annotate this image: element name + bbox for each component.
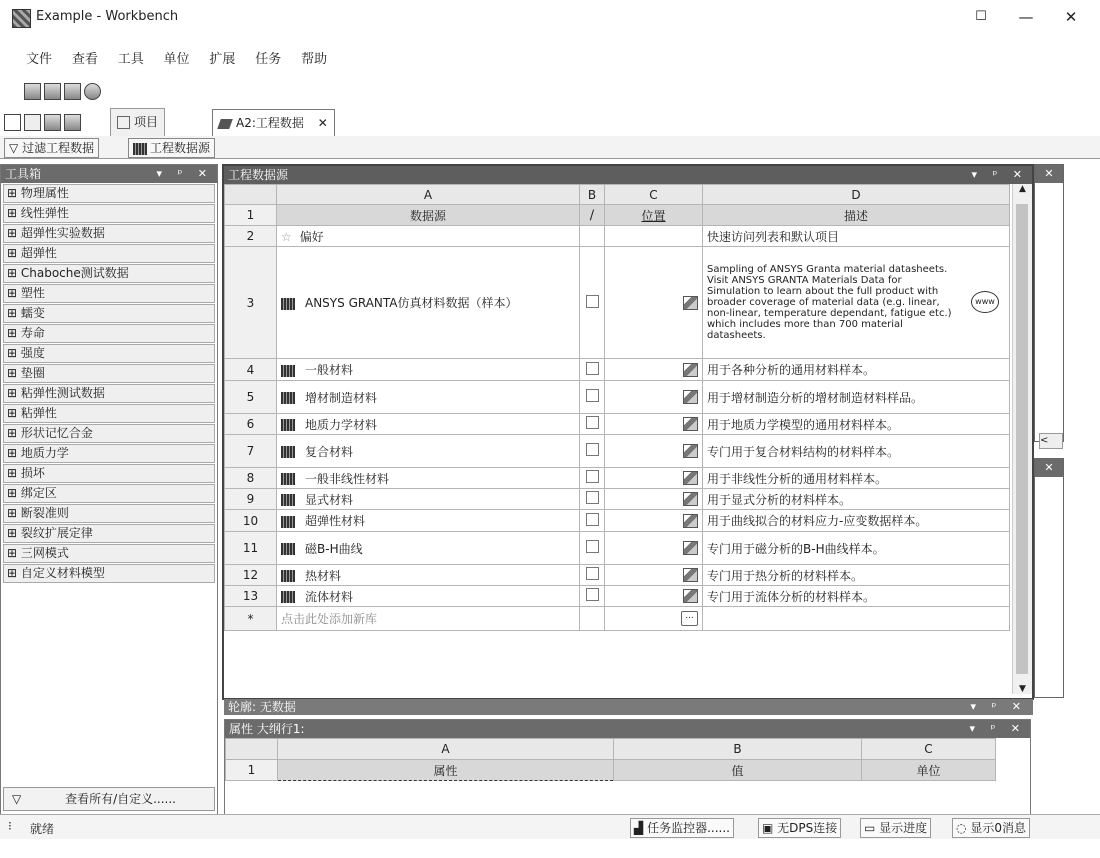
corner-cell — [226, 739, 278, 760]
location-cell — [605, 489, 703, 510]
empty-cell — [580, 607, 605, 631]
library-name-cell[interactable] — [277, 359, 580, 381]
table-row[interactable] — [225, 532, 1010, 565]
library-checkbox[interactable] — [586, 362, 599, 375]
location-icon[interactable] — [683, 471, 698, 485]
library-icon — [281, 591, 295, 603]
computer-icon: ▣ — [762, 821, 774, 835]
menu-tools[interactable]: 工具 — [117, 52, 144, 67]
toolbox-item-label: 塑性 — [20, 286, 45, 300]
properties-table — [225, 738, 996, 781]
toolbox-item[interactable] — [3, 204, 215, 223]
table-row[interactable] — [225, 435, 1010, 468]
grid-title: 工程数据源 — [228, 168, 289, 182]
outline-title: 轮廓: 无数据 — [228, 700, 296, 714]
toolbox-item[interactable] — [3, 224, 215, 243]
row-num: 12 — [225, 565, 277, 586]
filter-engineering-data-button[interactable] — [4, 138, 99, 158]
row-num: 5 — [225, 381, 277, 414]
toolbox-panel — [0, 164, 218, 816]
grid-controls[interactable]: ▾ ᵖ ✕ — [971, 168, 1028, 181]
checkbox-cell — [580, 381, 605, 414]
row-num: 9 — [225, 489, 277, 510]
library-icon — [281, 392, 295, 404]
row-num: 7 — [225, 435, 277, 468]
library-checkbox[interactable] — [586, 470, 599, 483]
table-row[interactable] — [225, 381, 1010, 414]
menu-extensions[interactable]: 扩展 — [209, 52, 236, 67]
library-checkbox[interactable] — [586, 491, 599, 504]
grid-header — [224, 166, 1032, 184]
add-library-cell[interactable]: 点击此处添加新库 — [277, 607, 580, 631]
location-cell — [605, 435, 703, 468]
prop-header-unit: 单位 — [862, 760, 996, 781]
expand-icon[interactable]: ⊞ — [7, 246, 21, 260]
col-b-letter: B — [580, 185, 605, 205]
expand-icon[interactable]: ⊞ — [7, 186, 21, 200]
location-cell — [605, 586, 703, 607]
progress-label: 显示进度 — [879, 821, 928, 835]
expand-icon[interactable]: ⊞ — [7, 206, 21, 220]
tab-engineering-label: A2:工程数据 — [236, 116, 304, 130]
menu-help[interactable]: 帮助 — [301, 52, 328, 67]
granta-label: ANSYS GRANTA仿真材料数据（样本） — [305, 296, 518, 310]
menu-units[interactable]: 单位 — [163, 52, 190, 67]
library-icon — [281, 298, 295, 310]
right-pane-close[interactable]: ✕ — [1035, 165, 1063, 183]
sub-toolbar — [0, 136, 1100, 159]
toolbox-item-label: 物理属性 — [20, 186, 69, 200]
expand-icon[interactable]: ⊞ — [7, 506, 21, 520]
checkbox-cell — [580, 468, 605, 489]
toolbox-item[interactable] — [3, 504, 215, 523]
save-as-icon[interactable] — [64, 83, 81, 100]
location-icon[interactable] — [683, 492, 698, 506]
library-name: 复合材料 — [305, 444, 354, 459]
prop-col-a: A — [278, 739, 614, 760]
properties-panel — [224, 719, 1031, 816]
library-icon — [133, 143, 147, 155]
tab-project-label: 项目 — [134, 115, 159, 129]
table-row[interactable] — [225, 468, 1010, 489]
toolbox-item[interactable] — [3, 304, 215, 323]
library-checkbox[interactable] — [586, 588, 599, 601]
menu-jobs[interactable]: 任务 — [255, 52, 282, 67]
library-icon — [281, 473, 295, 485]
toolbox-item[interactable] — [3, 424, 215, 443]
save-icon[interactable] — [44, 83, 61, 100]
library-icon — [281, 365, 295, 377]
library-checkbox[interactable] — [586, 540, 599, 553]
toolbox-list — [1, 184, 217, 583]
library-icon — [281, 494, 295, 506]
toolbox-title: 工具箱 — [5, 167, 42, 181]
scroll-thumb[interactable] — [1016, 204, 1028, 674]
corner-cell — [225, 185, 277, 205]
location-icon[interactable] — [683, 363, 698, 377]
row-num: 6 — [225, 414, 277, 435]
maximize-button[interactable]: ☐ — [975, 9, 987, 24]
toolbox-item[interactable] — [3, 324, 215, 343]
scroll-down-icon[interactable]: ▼ — [1019, 684, 1026, 694]
refresh-icon[interactable] — [64, 114, 81, 131]
expand-icon[interactable]: ⊞ — [7, 406, 21, 420]
toolbox-item-label: 三网模式 — [20, 546, 69, 560]
tab-strip — [0, 108, 1100, 137]
tab-close-icon[interactable]: ✕ — [317, 116, 328, 130]
row-num: 1 — [226, 760, 278, 781]
granta-description-cell — [703, 247, 1010, 359]
toolbox-item-label: 蠕变 — [20, 306, 45, 320]
dps-label: 无DPS连接 — [777, 821, 838, 835]
toolbox-item[interactable] — [3, 544, 215, 563]
favorites-label: 偏好 — [299, 229, 324, 244]
library-name: 热材料 — [305, 568, 342, 583]
www-icon[interactable]: www — [971, 291, 999, 313]
library-description: 用于显式分析的材料样本。 — [703, 489, 1010, 510]
library-checkbox[interactable] — [586, 416, 599, 429]
view-all-label: 查看所有/自定义...... — [65, 792, 176, 806]
library-icon — [281, 446, 295, 458]
library-description: 专门用于流体分析的材料样本。 — [703, 586, 1010, 607]
right-pane-top — [1034, 164, 1064, 446]
location-cell — [605, 468, 703, 489]
menu-file[interactable]: 文件 — [26, 52, 53, 67]
library-name-cell[interactable] — [277, 435, 580, 468]
outline-controls[interactable]: ▾ ᵖ ✕ — [970, 700, 1027, 713]
source-label: 工程数据源 — [150, 141, 211, 155]
toolbox-item[interactable] — [3, 484, 215, 503]
properties-header — [225, 720, 1030, 738]
toolbox-controls[interactable]: ▾ ᵖ ✕ — [156, 167, 213, 180]
connect-icon[interactable] — [24, 83, 41, 100]
library-name-cell[interactable] — [277, 489, 580, 510]
filter-icon: ▽ — [9, 141, 19, 155]
toolbox-item-label: 粘弹性测试数据 — [20, 386, 105, 400]
engineering-data-sources-panel — [222, 164, 1034, 700]
checkbox-cell — [580, 586, 605, 607]
location-cell — [605, 532, 703, 565]
row-num: 10 — [225, 510, 277, 532]
show-progress-button[interactable] — [860, 818, 931, 838]
filter-icon: ▽ — [12, 792, 22, 806]
location-icon[interactable] — [683, 296, 698, 310]
library-name-cell[interactable] — [277, 510, 580, 532]
favorites-description: 快速访问列表和默认项目 — [703, 226, 1010, 247]
library-description: 专门用于热分析的材料样本。 — [703, 565, 1010, 586]
granta-cell[interactable] — [277, 247, 580, 359]
library-description: 用于非线性分析的通用材料样本。 — [703, 468, 1010, 489]
prop-col-b: B — [614, 739, 862, 760]
row-num: 4 — [225, 359, 277, 381]
library-description: 专门用于磁分析的B-H曲线样本。 — [703, 532, 1010, 565]
library-name: 显式材料 — [305, 492, 354, 507]
scroll-left-icon[interactable]: < — [1039, 433, 1063, 449]
col-d-letter: D — [703, 185, 1010, 205]
toolbox-item-label: 粘弹性 — [20, 406, 57, 420]
library-name: 流体材料 — [305, 589, 354, 604]
monitor-icon: ▟ — [634, 821, 644, 835]
right-pane-bottom — [1034, 458, 1064, 698]
menu-view[interactable]: 查看 — [71, 52, 98, 67]
expand-icon[interactable]: ⊞ — [7, 426, 21, 440]
toolbox-item[interactable] — [3, 384, 215, 403]
location-cell — [605, 565, 703, 586]
toolbox-item-label: 裂纹扩展定律 — [20, 526, 93, 540]
toolbox-item[interactable] — [3, 444, 215, 463]
toolbox-item-label: 地质力学 — [20, 446, 69, 460]
grid-scrollbar[interactable] — [1012, 184, 1032, 694]
toolbox-item-label: 损坏 — [20, 466, 45, 480]
expand-icon[interactable]: ⊞ — [7, 486, 21, 500]
row-num: 3 — [225, 247, 277, 359]
toolbox-item-label: 寿命 — [20, 326, 45, 340]
toolbox-item-label: 超弹性实验数据 — [20, 226, 105, 240]
library-icon — [281, 543, 295, 555]
prop-header-value: 值 — [614, 760, 862, 781]
window-title: Example - Workbench — [36, 9, 179, 24]
view-all-customize-button[interactable] — [3, 787, 215, 811]
toolbox-item-label: 形状记忆合金 — [20, 426, 93, 440]
library-icon — [281, 419, 295, 431]
toolbox-item[interactable] — [3, 184, 215, 203]
location-icon[interactable] — [683, 589, 698, 603]
checkbox-cell — [580, 532, 605, 565]
row-num: 11 — [225, 532, 277, 565]
data-sources-table — [224, 184, 1010, 631]
table-row[interactable] — [225, 489, 1010, 510]
checkbox-cell — [580, 435, 605, 468]
location-cell — [605, 510, 703, 532]
library-description: 用于各种分析的通用材料样本。 — [703, 359, 1010, 381]
expand-icon[interactable]: ⊞ — [7, 346, 21, 360]
job-monitor-label: 任务监控器...... — [647, 821, 730, 835]
toolbox-item[interactable] — [3, 364, 215, 383]
granta-description: Sampling of ANSYS Granta material datasheets. Visit ANSYS GRANTA Materials Data for Simulation to learn about the full product with broader coverage of material data (e.g. linear, non-linear, temperature dependant, fatigue etc.) which includes more than 700 material datasheets. — [707, 264, 952, 341]
minimize-button[interactable]: — — [1018, 8, 1034, 26]
library-name-cell[interactable] — [277, 532, 580, 565]
status-text: 就绪 — [30, 822, 55, 836]
header-data-source: 数据源 — [277, 205, 580, 226]
checkbox-cell — [580, 565, 605, 586]
expand-icon[interactable]: ⊞ — [7, 286, 21, 300]
checkbox-cell — [580, 359, 605, 381]
toolbox-item[interactable] — [3, 244, 215, 263]
col-a-letter: A — [277, 185, 580, 205]
table-row[interactable] — [225, 414, 1010, 435]
new-icon[interactable] — [4, 114, 21, 131]
show-messages-button[interactable] — [952, 818, 1030, 838]
favorites-cell[interactable] — [277, 226, 580, 247]
library-name-cell[interactable] — [277, 468, 580, 489]
location-icon[interactable] — [683, 568, 698, 582]
messages-label: 显示0消息 — [970, 821, 1026, 835]
library-name: 一般材料 — [305, 363, 354, 377]
library-description: 用于曲线拟合的材料应力-应变数据样本。 — [703, 510, 1010, 532]
save-project-icon[interactable] — [44, 114, 61, 131]
library-name-cell[interactable] — [277, 381, 580, 414]
open-icon[interactable] — [24, 114, 41, 131]
toolbox-header — [1, 165, 217, 183]
location-icon[interactable] — [683, 444, 698, 458]
toolbar-main — [0, 80, 200, 102]
filter-label: 过滤工程数据 — [22, 141, 95, 155]
library-description: 用于增材制造分析的增材制造材料样品。 — [703, 381, 1010, 414]
menu-bar — [18, 48, 335, 72]
library-name: 超弹性材料 — [305, 514, 366, 528]
toolbox-item-label: 超弹性 — [20, 246, 57, 260]
library-icon — [281, 570, 295, 582]
row-num: 1 — [225, 205, 277, 226]
library-icon — [281, 516, 295, 528]
library-checkbox[interactable] — [586, 443, 599, 456]
status-bar — [0, 814, 1100, 839]
checkbox-cell — [580, 247, 605, 359]
expand-icon[interactable]: ⊞ — [7, 226, 21, 240]
engineering-data-sources-button[interactable] — [128, 138, 215, 158]
toolbox-item-label: 垫圈 — [20, 366, 45, 380]
toolbox-item[interactable] — [3, 284, 215, 303]
expand-icon[interactable]: ⊞ — [7, 386, 21, 400]
expand-icon[interactable]: ⊞ — [7, 526, 21, 540]
checkbox-cell — [580, 414, 605, 435]
checkbox-cell — [580, 489, 605, 510]
toolbox-item-label: 断裂准则 — [20, 506, 69, 520]
header-location[interactable]: 位置 — [605, 205, 703, 226]
expand-icon[interactable]: ⊞ — [7, 566, 21, 580]
toolbox-item[interactable] — [3, 564, 215, 583]
progress-icon: ▭ — [864, 821, 876, 835]
engineering-data-icon — [217, 119, 233, 129]
close-window-button[interactable]: ✕ — [1064, 8, 1078, 26]
library-name-cell[interactable] — [277, 565, 580, 586]
row-num: 13 — [225, 586, 277, 607]
location-cell — [605, 381, 703, 414]
toolbox-item[interactable] — [3, 524, 215, 543]
expand-icon[interactable]: ⊞ — [7, 466, 21, 480]
browse-button[interactable]: ... — [681, 611, 698, 626]
table-row[interactable] — [225, 359, 1010, 381]
dps-connection-button[interactable] — [758, 818, 841, 838]
project-icon — [117, 116, 130, 129]
library-checkbox[interactable] — [586, 389, 599, 402]
toolbox-item-label: 绑定区 — [20, 486, 57, 500]
col-c-letter: C — [605, 185, 703, 205]
library-name: 磁B-H曲线 — [305, 541, 363, 556]
workbench-app-icon — [12, 9, 31, 28]
header-description: 描述 — [703, 205, 1010, 226]
web-icon[interactable] — [84, 83, 101, 100]
status-indicator-icon: ⁝ — [8, 819, 12, 833]
prop-col-c: C — [862, 739, 996, 760]
expand-icon[interactable]: ⊞ — [7, 546, 21, 560]
prop-header-property[interactable]: 属性 — [278, 760, 614, 781]
location-cell — [605, 247, 703, 359]
table-row[interactable] — [225, 565, 1010, 586]
row-num: 8 — [225, 468, 277, 489]
row-num: 2 — [225, 226, 277, 247]
checkbox-cell — [580, 510, 605, 532]
toolbox-item[interactable] — [3, 464, 215, 483]
scroll-up-icon[interactable]: ▲ — [1019, 184, 1026, 194]
library-name-cell[interactable] — [277, 586, 580, 607]
location-icon[interactable] — [683, 417, 698, 431]
toolbox-item-label: 强度 — [20, 346, 45, 360]
table-row[interactable] — [225, 510, 1010, 532]
properties-title: 属性 大纲行1: — [229, 722, 305, 736]
toolbox-item[interactable] — [3, 404, 215, 423]
empty-cell — [703, 607, 1010, 631]
expand-icon[interactable]: ⊞ — [7, 266, 21, 280]
toolbox-item-label: 自定义材料模型 — [20, 566, 105, 580]
expand-icon[interactable]: ⊞ — [7, 446, 21, 460]
message-icon: ◌ — [956, 821, 967, 835]
location-icon[interactable] — [683, 514, 698, 528]
browse-cell — [605, 607, 703, 631]
toolbox-item[interactable] — [3, 264, 215, 283]
title-bar — [0, 0, 1100, 34]
library-description: 用于地质力学模型的通用材料样本。 — [703, 414, 1010, 435]
table-row[interactable] — [225, 586, 1010, 607]
tab-project[interactable] — [110, 108, 165, 136]
job-monitor-button[interactable] — [630, 818, 734, 838]
edit-column-icon: ∕ — [580, 205, 605, 226]
library-checkbox[interactable] — [586, 295, 599, 308]
toolbox-item-label: Chaboche测试数据 — [20, 266, 129, 280]
empty-cell — [580, 226, 605, 247]
empty-cell — [605, 226, 703, 247]
library-name: 地质力学材料 — [305, 417, 378, 432]
expand-icon[interactable]: ⊞ — [7, 306, 21, 320]
library-checkbox[interactable] — [586, 513, 599, 526]
library-name: 增材制造材料 — [305, 390, 378, 405]
library-name: 一般非线性材料 — [305, 471, 390, 486]
expand-icon[interactable]: ⊞ — [7, 326, 21, 340]
location-icon[interactable] — [683, 390, 698, 404]
location-icon[interactable] — [683, 541, 698, 555]
outline-header — [224, 699, 1033, 715]
properties-controls[interactable]: ▾ ᵖ ✕ — [969, 722, 1026, 735]
location-cell — [605, 359, 703, 381]
toolbox-item-label: 线性弹性 — [20, 206, 69, 220]
library-checkbox[interactable] — [586, 567, 599, 580]
expand-icon[interactable]: ⊞ — [7, 366, 21, 380]
star-icon: ☆ — [281, 229, 292, 244]
toolbox-item[interactable] — [3, 344, 215, 363]
right-pane-bottom-close[interactable]: ✕ — [1035, 459, 1063, 477]
row-num: * — [225, 607, 277, 631]
library-description: 专门用于复合材料结构的材料样本。 — [703, 435, 1010, 468]
location-cell — [605, 414, 703, 435]
library-name-cell[interactable] — [277, 414, 580, 435]
tab-engineering-data[interactable] — [212, 109, 335, 138]
